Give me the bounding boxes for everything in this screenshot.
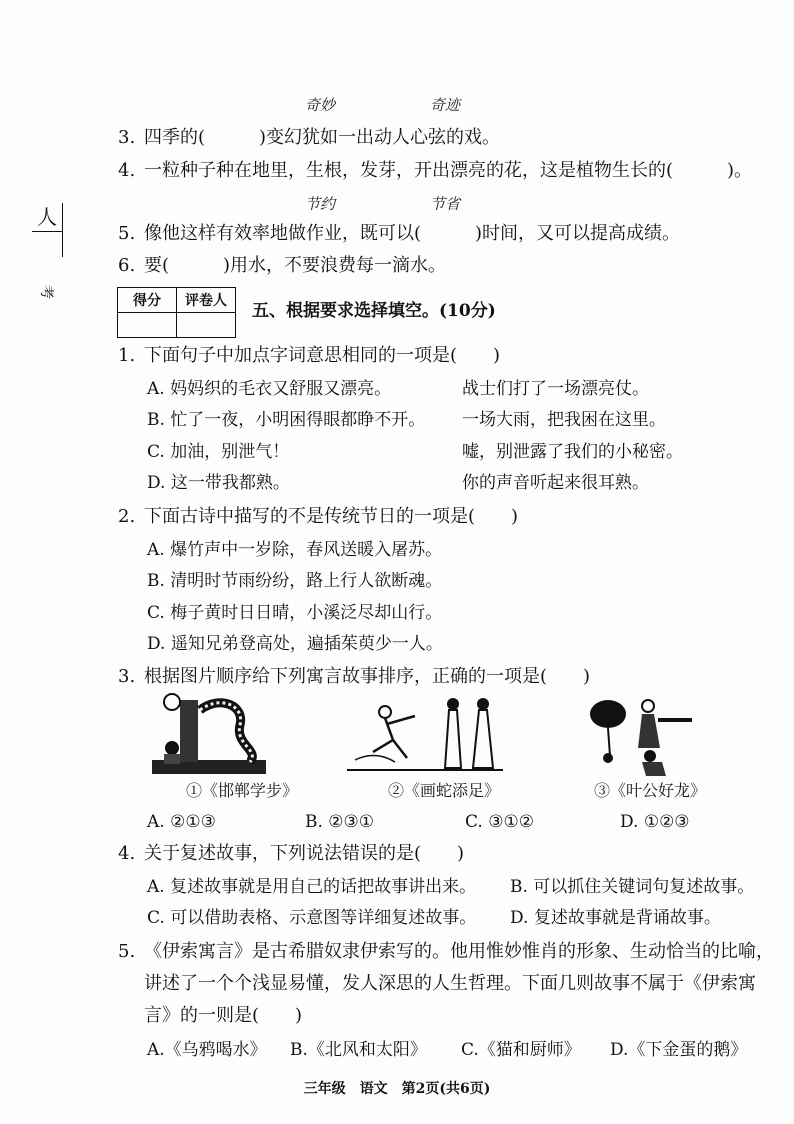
question-number: 3. bbox=[118, 127, 136, 148]
grader-header: 评卷人 bbox=[177, 288, 236, 313]
option-b-left: B. 忙了一夜，小明困得眼都睁不开。 bbox=[147, 410, 426, 430]
question-number: 5. bbox=[118, 223, 136, 244]
option-c-left: C. 加油，别泄气！ bbox=[147, 442, 290, 462]
question-number: 4. bbox=[118, 843, 136, 864]
option-a: A. 复述故事就是用自己的话把故事讲出来。 bbox=[147, 877, 477, 897]
option-d: D.《下金蛋的鹅》 bbox=[610, 1040, 748, 1060]
option-c: C. 梅子黄时日日晴，小溪泛尽却山行。 bbox=[147, 603, 443, 623]
margin-char: 人 bbox=[32, 203, 62, 232]
question-text-line-2: 讲述了一个个浅显易懂，发人深思的人生哲理。下面几则故事不属于《伊索寓 bbox=[144, 973, 756, 994]
question-text: 要( )用水，不要浪费每一滴水。 bbox=[144, 255, 447, 276]
question-text: 像他这样有效率地做作业，既可以( )时间，又可以提高成绩。 bbox=[144, 223, 681, 244]
question-3 bbox=[118, 127, 500, 149]
mc-question-2 bbox=[118, 506, 518, 528]
page-footer: 三年级 语文 第2页(共6页) bbox=[303, 1081, 491, 1097]
binding-margin-box bbox=[32, 203, 63, 257]
word-option-2: 奇迹 bbox=[430, 96, 461, 114]
mc-question-4 bbox=[118, 843, 464, 865]
question-text-line-1: 《伊索寓言》是古希腊奴隶伊索写的。他用惟妙惟肖的形象、生动恰当的比喻， bbox=[144, 941, 774, 962]
option-c-right: 嘘，别泄露了我们的小秘密。 bbox=[462, 442, 683, 462]
option-c: C.《猫和厨师》 bbox=[461, 1040, 581, 1060]
option-a-left: A. 妈妈织的毛衣又舒服又漂亮。 bbox=[147, 379, 392, 399]
caption-2: ②《画蛇添足》 bbox=[388, 781, 501, 800]
word-option-1: 奇妙 bbox=[305, 96, 336, 114]
option-b: B. 可以抓住关键词句复述故事。 bbox=[510, 877, 755, 897]
question-number: 5. bbox=[118, 941, 136, 962]
option-b: B. ②③① bbox=[305, 812, 375, 832]
question-number: 6. bbox=[118, 255, 136, 276]
margin-char: 考 bbox=[38, 285, 54, 299]
option-d: D. 复述故事就是背诵故事。 bbox=[510, 908, 721, 928]
question-6 bbox=[118, 255, 446, 277]
question-5 bbox=[118, 223, 680, 245]
score-header: 得分 bbox=[118, 288, 177, 313]
mc-question-5 bbox=[118, 941, 774, 963]
option-d: D. 遥知兄弟登高处，遍插茱萸少一人。 bbox=[147, 634, 443, 654]
question-text: 根据图片顺序给下列寓言故事排序，正确的一项是( ) bbox=[144, 666, 591, 687]
question-4 bbox=[118, 160, 752, 182]
option-b-right: 一场大雨，把我困在这里。 bbox=[462, 410, 666, 430]
option-d-right: 你的声音听起来很耳熟。 bbox=[462, 473, 649, 493]
option-c: C. ③①② bbox=[465, 812, 534, 832]
question-number: 1. bbox=[118, 345, 136, 366]
question-number: 3. bbox=[118, 666, 136, 687]
option-d: D. ①②③ bbox=[620, 812, 690, 832]
option-c: C. 可以借助表格、示意图等详细复述故事。 bbox=[147, 908, 477, 928]
option-a: A. 爆竹声中一岁除，春风送暖入屠苏。 bbox=[147, 540, 443, 560]
question-text: 下面古诗中描写的不是传统节日的一项是( ) bbox=[144, 506, 519, 527]
score-table bbox=[117, 287, 236, 338]
mc-question-3 bbox=[118, 666, 590, 688]
question-text: 下面句子中加点字词意思相同的一项是( ) bbox=[144, 345, 501, 366]
illustration-lord-ye-dragon bbox=[150, 690, 268, 778]
caption-1: ①《邯郸学步》 bbox=[186, 781, 299, 800]
question-number: 2. bbox=[118, 506, 136, 527]
word-option-4: 节省 bbox=[430, 195, 461, 213]
grader-cell[interactable] bbox=[177, 313, 236, 338]
option-d-left: D. 这一带我都熟。 bbox=[147, 473, 290, 493]
question-text: 关于复述故事，下列说法错误的是( ) bbox=[144, 843, 465, 864]
illustration-handan-walk bbox=[345, 690, 505, 778]
option-a: A.《乌鸦喝水》 bbox=[147, 1040, 267, 1060]
section-title: 五、根据要求选择填空。(10分) bbox=[252, 301, 496, 321]
option-b: B. 清明时节雨纷纷，路上行人欲断魂。 bbox=[147, 571, 443, 591]
option-a-right: 战士们打了一场漂亮仗。 bbox=[462, 379, 649, 399]
option-b: B.《北风和太阳》 bbox=[290, 1040, 427, 1060]
option-a: A. ②①③ bbox=[147, 812, 216, 832]
mc-question-1 bbox=[118, 345, 500, 367]
question-text: 一粒种子种在地里，生根，发芽，开出漂亮的花，这是植物生长的( )。 bbox=[144, 160, 753, 181]
question-number: 4. bbox=[118, 160, 136, 181]
word-option-3: 节约 bbox=[305, 195, 336, 213]
question-text-line-3: 言》的一则是( ) bbox=[144, 1005, 303, 1026]
question-text: 四季的( )变幻犹如一出动人心弦的戏。 bbox=[144, 127, 501, 148]
illustration-snake-feet bbox=[586, 692, 696, 778]
caption-3: ③《叶公好龙》 bbox=[594, 781, 707, 800]
score-cell[interactable] bbox=[118, 313, 177, 338]
